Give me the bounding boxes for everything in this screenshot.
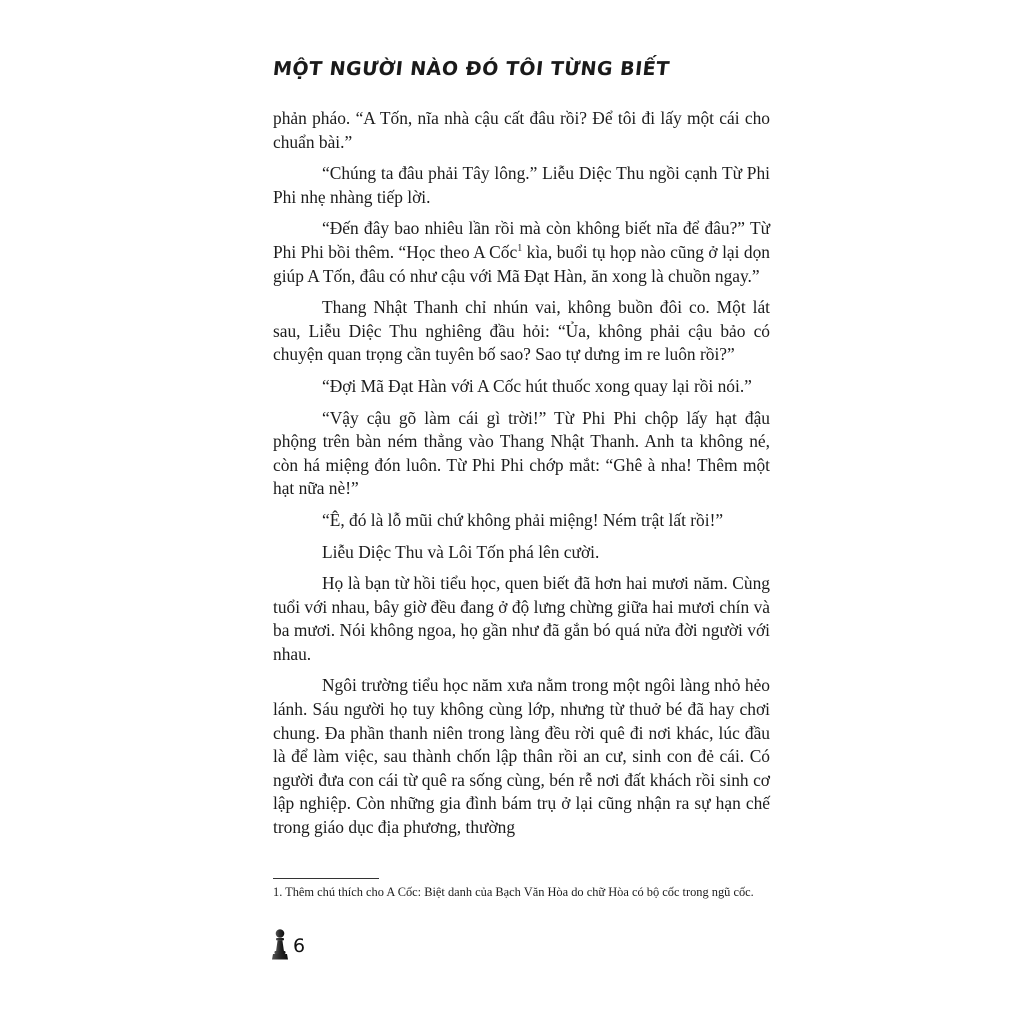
paragraph: Họ là bạn từ hồi tiểu học, quen biết đã hơn hai mươi năm. Cùng tuổi với nhau, bây giờ đều đang ở độ lưng chừng giữa hai mươi chín và ba mươi. Nói không ngoa, họ gần như đã gắn bó quá nửa đời người với nhau. — [273, 573, 770, 664]
paragraph: Thang Nhật Thanh chỉ nhún vai, không buồn đôi co. Một lát sau, Liễu Diệc Thu nghiêng đầu hỏi: “Ủa, không phải cậu bảo có chuyện quan trọng cần tuyên bố sao? Sao tự dưng im re luôn rồi?” — [273, 297, 770, 365]
paragraph — [273, 217, 770, 288]
paragraph: Liễu Diệc Thu và Lôi Tốn phá lên cười. — [322, 541, 600, 562]
paragraph: “Vậy cậu gõ làm cái gì trời!” Từ Phi Phi chộp lấy hạt đậu phộng trên bàn ném thẳng vào Thang Nhật Thanh. Anh ta không né, còn há miệng đón luôn. Từ Phi Phi chớp mắt: “Ghê à nha! Thêm một hạt nữa nè!” — [273, 407, 770, 499]
footnote: 1. Thêm chú thích cho A Cốc: Biệt danh của Bạch Văn Hòa do chữ Hòa có bộ cốc trong ngũ cốc. — [273, 885, 754, 899]
paragraph: “Ê, đó là lỗ mũi chứ không phải miệng! Ném trật lất rồi!” — [322, 509, 724, 530]
paragraph-text: kìa, buổi tụ họp nào cũng ở lại dọn giúp A Tốn, đâu có như cậu với Mã Đạt Hàn, ăn xong là chuồn ngay.” — [273, 241, 770, 286]
running-title: MỘT NGƯỜI NÀO ĐÓ TÔI TỪNG BIẾT — [271, 58, 671, 80]
paragraph: “Đợi Mã Đạt Hàn với A Cốc hút thuốc xong quay lại rồi nói.” — [322, 375, 752, 396]
page-number: 6 — [293, 935, 306, 957]
paragraph-text: “Đến đây bao nhiêu lần rồi mà còn không biết nĩa để đâu?” Từ Phi Phi bồi thêm. “Học theo A Cốc — [273, 218, 770, 262]
paragraph: “Chúng ta đâu phải Tây lông.” Liễu Diệc Thu ngồi cạnh Từ Phi Phi nhẹ nhàng tiếp lời. — [273, 163, 770, 207]
chess-pawn-icon — [271, 928, 289, 960]
paragraph: Ngôi trường tiểu học năm xưa nằm trong một ngôi làng nhỏ hẻo lánh. Sáu người họ tuy không cùng lớp, nhưng từ thuở bé đã hay chơi chung. Đa phần thanh niên trong làng đều rời quê đi nơi khác, lúc đầu là để làm việc, sau thành chốn lập thân rồi an cư, sinh con đẻ cái. Có người đưa con cái từ quê ra sống cùng, bén rễ nơi đất khách rồi sinh cơ lập nghiệp. Còn những gia đình bám trụ ở lại cũng nhận ra sự hạn chế trong giáo dục địa phương, thường — [273, 675, 770, 838]
footnote-divider — [273, 878, 379, 879]
body-text — [273, 107, 770, 848]
page-footer — [271, 926, 305, 960]
paragraph: phản pháo. “A Tốn, nĩa nhà cậu cất đâu rồi? Để tôi đi lấy một cái cho chuẩn bài.” — [273, 108, 770, 152]
footnote-reference: 1 — [517, 243, 523, 255]
